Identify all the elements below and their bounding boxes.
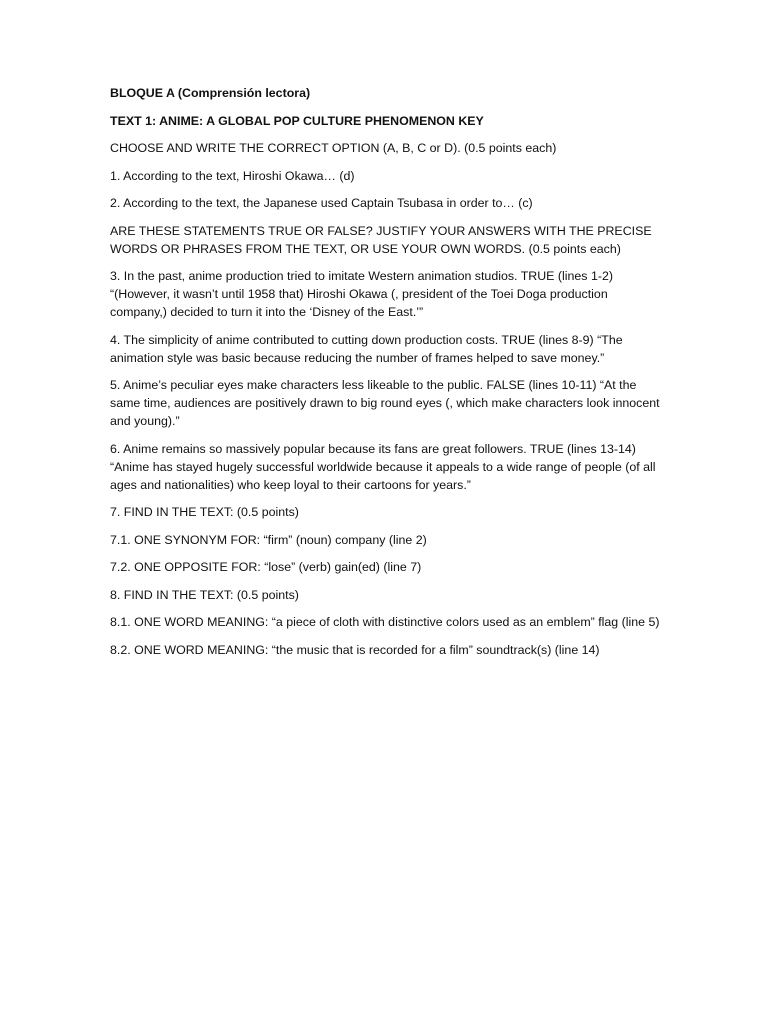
answer-item-4: 4. The simplicity of anime contributed to cutting down production costs. TRUE (lines 8-9) “The animation style was basic because reducing the number of frames helped to save money.”	[110, 332, 623, 365]
text-heading: TEXT 1: ANIME: A GLOBAL POP CULTURE PHENOMENON KEY	[110, 113, 484, 128]
answer-item-7: 7. FIND IN THE TEXT: (0.5 points)	[110, 505, 299, 519]
answer-item-5: 5. Anime’s peculiar eyes make characters less likeable to the public. FALSE (lines 10-11) “At the same time, audiences are positively drawn to big round eyes (, which make characters look innocent and young).”	[110, 378, 660, 428]
instruction-choose: CHOOSE AND WRITE THE CORRECT OPTION (A, B, C or D). (0.5 points each)	[110, 141, 557, 155]
document-page	[110, 84, 662, 668]
answer-item-6: 6. Anime remains so massively popular because its fans are great followers. TRUE (lines 13-14) “Anime has stayed hugely successful worldwide because it appeals to a wide range of people (of all ages and nationalities) who keep loyal to their cartoons for years.”	[110, 441, 656, 492]
answer-item-8: 8. FIND IN THE TEXT: (0.5 points)	[110, 587, 299, 602]
answer-item-1: 1. According to the text, Hiroshi Okawa… (d)	[110, 168, 355, 183]
answer-item-8-1: 8.1. ONE WORD MEANING: “a piece of cloth with distinctive colors used as an emblem” flag (line 5)	[110, 615, 660, 629]
block-heading: BLOQUE A (Comprensión lectora)	[110, 86, 311, 100]
answer-item-2: 2. According to the text, the Japanese used Captain Tsubasa in order to… (c)	[110, 196, 533, 210]
answer-item-7-2: 7.2. ONE OPPOSITE FOR: “lose” (verb) gain(ed) (line 7)	[110, 560, 422, 574]
answer-item-3: 3. In the past, anime production tried to imitate Western animation studios. TRUE (lines 1-2) “(However, it wasn’t until 1958 that) Hiroshi Okawa (, president of the Toei Doga production company,) decided to turn it into the ‘Disney of the East.’”	[110, 269, 613, 319]
answer-item-7-1: 7.1. ONE SYNONYM FOR: “firm” (noun) company (line 2)	[110, 532, 427, 547]
instruction-true-false: ARE THESE STATEMENTS TRUE OR FALSE? JUSTIFY YOUR ANSWERS WITH THE PRECISE WORDS OR PHRASES FROM THE TEXT, OR USE YOUR OWN WORDS. (0.5 points each)	[110, 223, 652, 256]
answer-item-8-2: 8.2. ONE WORD MEANING: “the music that is recorded for a film” soundtrack(s) (line 14)	[110, 642, 600, 657]
